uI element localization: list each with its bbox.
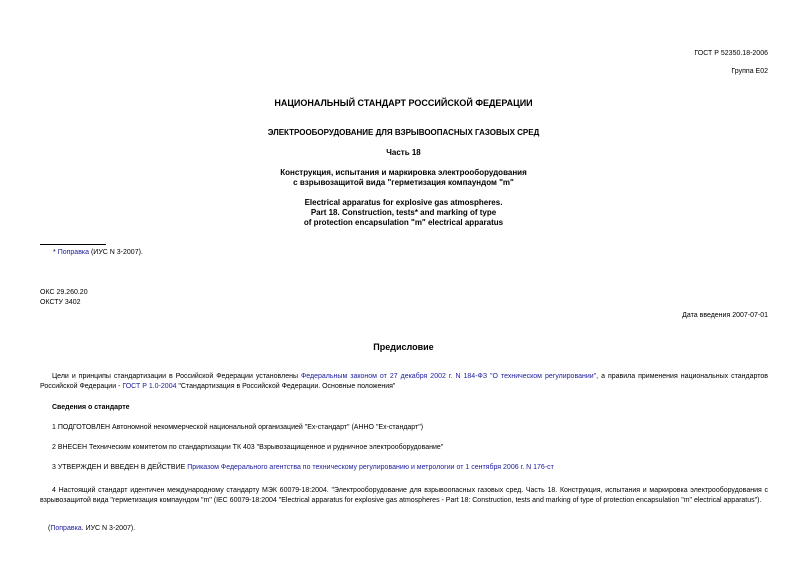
item-prepared: 1 ПОДГОТОВЛЕН Автономной некоммерческой национальной организацией "Ех-стандарт" (АННО "Ех-стандарт") xyxy=(52,424,424,431)
amendment-note xyxy=(48,525,135,532)
okstu-code: ОКСТУ 3402 xyxy=(40,299,81,306)
federal-law-link[interactable]: Федеральным законом от 27 декабря 2002 г. N 184-ФЗ "О техническом регулировании" xyxy=(300,373,597,380)
preface-text-2: , а правила применения национальных стандартов Российской Федерации - xyxy=(40,373,769,390)
amendment-link[interactable]: Поправка xyxy=(50,525,82,532)
title-en-line3: of protection encapsulation "m" electrical apparatus xyxy=(303,218,504,227)
subtitle-ru-line2: с взрывозащитой вида "герметизация компаундом "m" xyxy=(293,178,514,187)
item-approved-text: 3 УТВЕРЖДЕН И ВВЕДЕН В ДЕЙСТВИЕ xyxy=(52,464,188,471)
subtitle-ru-line1: Конструкция, испытания и маркировка электрооборудования xyxy=(280,168,527,177)
part-number: Часть 18 xyxy=(386,148,421,157)
about-standard-heading: Сведения о стандарте xyxy=(52,404,130,411)
gost-number: ГОСТ Р 52350.18-2006 xyxy=(694,50,768,57)
footnote xyxy=(53,249,143,256)
item-identical: 4 Настоящий стандарт идентичен международному стандарту МЭК 60079-18:2004. "Электрооборудование для взрывоопасных газовых сред. Часть 18. Конструкция, испытания и маркировка электрооборудования с взрывозащитой вида "герметизация компаундом "m" (IEC 60079-18:2004 "Electrical apparatus for explosive gas atmospheres - Part 18: Construction, tests and marking of type of protection encapsulation "m" electrical apparatus"). xyxy=(40,487,768,504)
gost-r-1-0-link[interactable]: ГОСТ Р 1.0-2004 xyxy=(122,383,177,390)
item-submitted: 2 ВНЕСЕН Техническим комитетом по стандартизации ТК 403 "Взрывозащищенное и рудничное электрооборудование" xyxy=(52,444,444,451)
preface-heading: Предисловие xyxy=(373,342,434,352)
national-standard-title: НАЦИОНАЛЬНЫЙ СТАНДАРТ РОССИЙСКОЙ ФЕДЕРАЦИИ xyxy=(274,98,533,108)
title-en-line1: Electrical apparatus for explosive gas atmospheres. xyxy=(304,198,503,207)
oks-code: ОКС 29.260.20 xyxy=(40,289,88,296)
footnote-amendment-link[interactable]: Поправка xyxy=(57,249,90,256)
preface-text-3: "Стандартизация в Российской Федерации. Основные положения" xyxy=(176,383,396,390)
item-approved xyxy=(52,464,554,471)
amendment-text: . ИУС N 3-2007). xyxy=(81,525,136,532)
effective-date: Дата введения 2007-07-01 xyxy=(682,312,768,319)
document-main-title: ЭЛЕКТРООБОРУДОВАНИЕ ДЛЯ ВЗРЫВООПАСНЫХ ГАЗОВЫХ СРЕД xyxy=(267,128,540,137)
classification-group: Группа Е02 xyxy=(731,68,768,75)
rosstandart-order-link[interactable]: Приказом Федерального агентства по техническому регулированию и метрологии от 1 сентября 2006 г. N 176-ст xyxy=(187,464,554,471)
footnote-divider xyxy=(40,244,106,245)
title-en-line2: Part 18. Construction, tests* and marking of type xyxy=(310,208,497,217)
amendment-open: ( xyxy=(48,525,51,532)
preface-text-1: Цели и принципы стандартизации в Российской Федерации установлены xyxy=(52,373,301,380)
footnote-text: (ИУС N 3-2007). xyxy=(89,249,143,256)
preface-paragraph xyxy=(40,372,768,392)
footnote-marker: * xyxy=(53,249,56,256)
